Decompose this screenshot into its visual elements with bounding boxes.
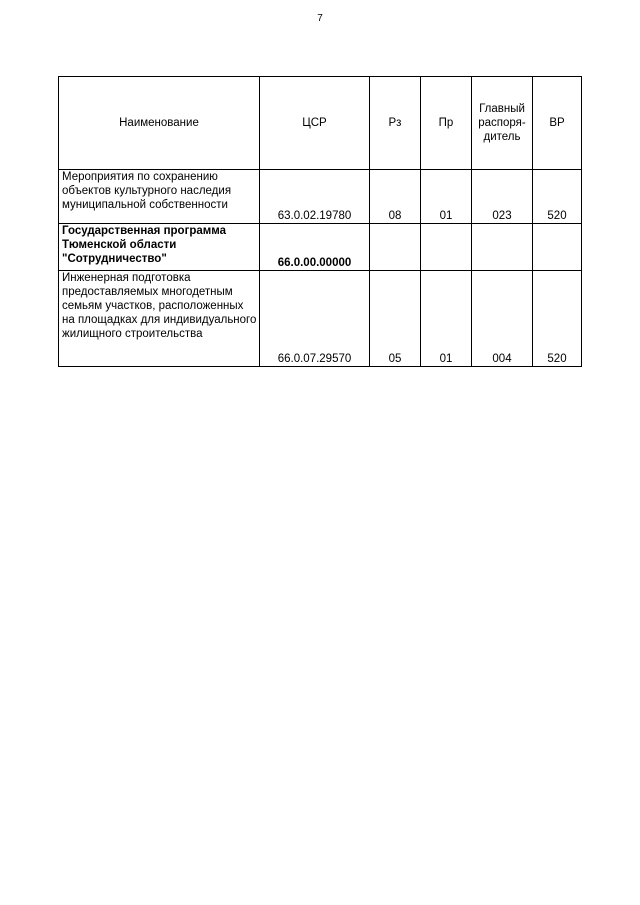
table-body xyxy=(59,170,582,367)
table-row xyxy=(59,271,582,367)
cell-pr: 01 xyxy=(421,271,472,367)
table-header xyxy=(59,77,582,170)
header-name: Наименование xyxy=(59,77,260,170)
page-number: 7 xyxy=(317,13,323,24)
cell-chief-administrator: 023 xyxy=(472,170,533,224)
header-vr: ВР xyxy=(533,77,582,170)
header-rz: Рз xyxy=(370,77,421,170)
cell-chief-administrator xyxy=(472,224,533,271)
header-chief-administrator: Главный распоря-дитель xyxy=(472,77,533,170)
table-row xyxy=(59,224,582,271)
cell-rz: 05 xyxy=(370,271,421,367)
cell-vr: 520 xyxy=(533,170,582,224)
cell-vr: 520 xyxy=(533,271,582,367)
cell-name: Инженерная подготовка предоставляемых многодетным семьям участков, расположенных на площадках для индивидуального жилищного строительства xyxy=(59,271,260,367)
cell-name: Государственная программа Тюменской области "Сотрудничество" xyxy=(59,224,260,271)
cell-csr: 63.0.02.19780 xyxy=(260,170,370,224)
cell-rz xyxy=(370,224,421,271)
cell-pr: 01 xyxy=(421,170,472,224)
budget-table xyxy=(58,76,582,367)
table-row xyxy=(59,170,582,224)
header-pr: Пр xyxy=(421,77,472,170)
cell-rz: 08 xyxy=(370,170,421,224)
cell-csr: 66.0.07.29570 xyxy=(260,271,370,367)
cell-chief-administrator: 004 xyxy=(472,271,533,367)
cell-name: Мероприятия по сохранению объектов культурного наследия муниципальной собственности xyxy=(59,170,260,224)
cell-csr: 66.0.00.00000 xyxy=(260,224,370,271)
cell-vr xyxy=(533,224,582,271)
header-row xyxy=(59,77,582,170)
header-csr: ЦСР xyxy=(260,77,370,170)
cell-pr xyxy=(421,224,472,271)
